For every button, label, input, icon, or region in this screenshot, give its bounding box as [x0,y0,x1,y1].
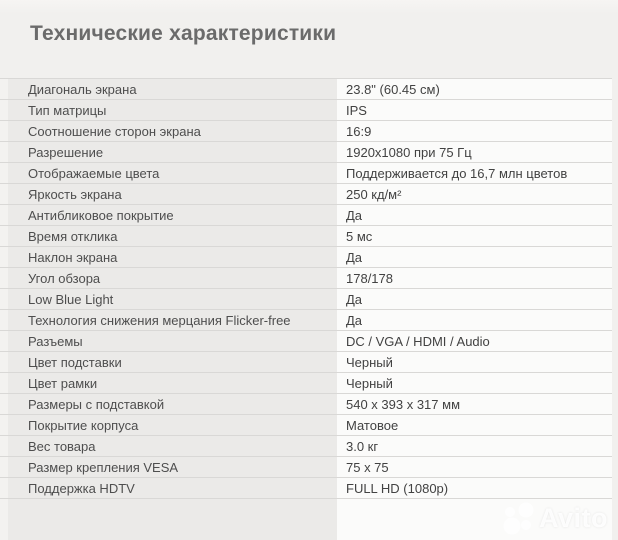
spec-value: 23.8" (60.45 см) [337,79,612,99]
spec-label: Соотношение сторон экрана [0,121,337,141]
spec-label: Антибликовое покрытие [0,205,337,225]
spec-label: Яркость экрана [0,184,337,204]
spec-label: Технология снижения мерцания Flicker-free [0,310,337,330]
table-row [0,267,612,288]
spec-label: Покрытие корпуса [0,415,337,435]
avito-logo-icon [502,500,536,536]
table-row [0,78,612,99]
spec-value: Черный [337,352,612,372]
spec-value: Да [337,289,612,309]
spec-value: 250 кд/м² [337,184,612,204]
spec-label: Цвет рамки [0,373,337,393]
spec-value: Поддерживается до 16,7 млн цветов [337,163,612,183]
table-row [0,393,612,414]
spec-label: Тип матрицы [0,100,337,120]
spec-value: DC / VGA / HDMI / Audio [337,331,612,351]
spec-value: IPS [337,100,612,120]
spec-label: Угол обзора [0,268,337,288]
table-row [0,414,612,435]
spec-label: Разъемы [0,331,337,351]
table-row [0,204,612,225]
spec-label: Размер крепления VESA [0,457,337,477]
spec-label: Время отклика [0,226,337,246]
spec-label: Поддержка HDTV [0,478,337,498]
specs-header [0,0,618,78]
table-row [0,246,612,267]
table-row [0,162,612,183]
spec-value: Черный [337,373,612,393]
table-row [0,435,612,456]
spec-value: 3.0 кг [337,436,612,456]
spec-value: Да [337,310,612,330]
spec-value: FULL HD (1080p) [337,478,612,498]
spec-label: Отображаемые цвета [0,163,337,183]
spec-label: Low Blue Light [0,289,337,309]
table-row [0,330,612,351]
spec-label: Диагональ экрана [0,79,337,99]
avito-watermark [502,500,608,536]
spec-value: 75 x 75 [337,457,612,477]
spec-value: 1920x1080 при 75 Гц [337,142,612,162]
table-row [0,477,612,498]
footer-value-column [337,499,612,540]
table-row [0,372,612,393]
avito-watermark-text: Avito [539,502,608,533]
spec-label: Цвет подставки [0,352,337,372]
spec-label: Вес товара [0,436,337,456]
spec-value: 540 x 393 x 317 мм [337,394,612,414]
footer-label-column [0,499,337,540]
spec-value: Да [337,205,612,225]
specs-table [0,78,612,498]
spec-value: 178/178 [337,268,612,288]
table-row [0,183,612,204]
table-row [0,309,612,330]
spec-label: Разрешение [0,142,337,162]
table-row [0,141,612,162]
table-footer-extension [0,498,612,540]
table-row [0,288,612,309]
spec-value: 5 мс [337,226,612,246]
table-row [0,225,612,246]
spec-value: Матовое [337,415,612,435]
spec-value: 16:9 [337,121,612,141]
page-title: Технические характеристики [30,22,337,45]
spec-label: Наклон экрана [0,247,337,267]
spec-value: Да [337,247,612,267]
table-row [0,99,612,120]
table-row [0,456,612,477]
table-row [0,351,612,372]
spec-label: Размеры с подставкой [0,394,337,414]
table-row [0,120,612,141]
